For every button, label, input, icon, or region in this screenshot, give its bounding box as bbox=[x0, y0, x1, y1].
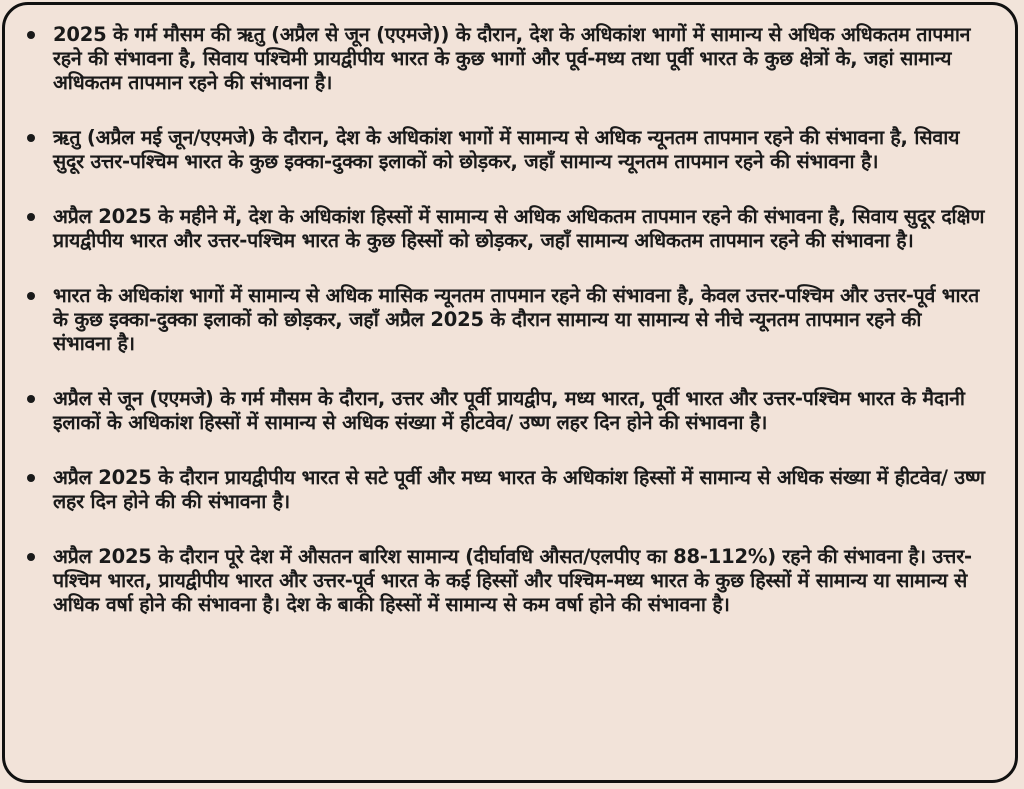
bullet-text: भारत के अधिकांश भागों में सामान्य से अधिक मासिक न्यूनतम तापमान रहने की संभावना है, केवल उत्तर-पश्चिम और उत्तर-पूर्व भारत के कुछ इक्का-दुक्का इलाकों को छोड़कर, जहाँ अप्रैल 2025 के दौरान सामान्य या सामान्य से नीचे न्यूनतम तापमान रहने की संभावना है। bbox=[53, 284, 979, 355]
bullet-icon bbox=[27, 134, 35, 142]
bullet-icon bbox=[27, 395, 35, 403]
list-item bbox=[23, 466, 985, 514]
bullet-text: ऋतु (अप्रैल मई जून/एएमजे) के दौरान, देश के अधिकांश भागों में सामान्य से अधिक न्यूनतम तापमान रहने की संभावना है, सिवाय सुदूर उत्तर-पश्चिम भारत के कुछ इक्का-दुक्का इलाकों को छोड़कर, जहाँ सामान्य न्यूनतम तापमान रहने की संभावना है। bbox=[53, 126, 960, 173]
list-item bbox=[23, 23, 985, 95]
list-item bbox=[23, 284, 985, 356]
bullet-icon bbox=[27, 213, 35, 221]
list-item bbox=[23, 126, 985, 174]
list-item bbox=[23, 387, 985, 435]
bullet-text: अप्रैल 2025 के दौरान प्रायद्वीपीय भारत से सटे पूर्वी और मध्य भारत के अधिकांश हिस्सों में सामान्य से अधिक संख्या में हीटवेव/ उष्ण लहर दिन होने की की संभावना है। bbox=[53, 466, 985, 513]
bullet-text: अप्रैल 2025 के महीने में, देश के अधिकांश हिस्सों में सामान्य से अधिक अधिकतम तापमान रहने की संभावना है, सिवाय सुदूर दक्षिण प्रायद्वीपीय भारत और उत्तर-पश्चिम भारत के कुछ हिस्सों को छोड़कर, जहाँ सामान्य अधिकतम तापमान रहने की संभावना है। bbox=[53, 205, 985, 252]
bullet-icon bbox=[27, 553, 35, 561]
bullet-icon bbox=[27, 292, 35, 300]
bullet-text: अप्रैल 2025 के दौरान पूरे देश में औसतन बारिश सामान्य (दीर्घावधि औसत/एलपीए का 88-112%) रहने की संभावना है। उत्तर-पश्चिम भारत, प्रायद्वीपीय भारत और उत्तर-पूर्व भारत के कई हिस्सों और पश्चिम-मध्य भारत के कुछ हिस्सों में सामान्य या सामान्य से अधिक वर्षा होने की संभावना है। देश के बाकी हिस्सों में सामान्य से कम वर्षा होने की संभावना है। bbox=[53, 545, 972, 616]
bullet-icon bbox=[27, 31, 35, 39]
bullet-text: अप्रैल से जून (एएमजे) के गर्म मौसम के दौरान, उत्तर और पूर्वी प्रायद्वीप, मध्य भारत, पूर्वी भारत और उत्तर-पश्चिम भारत के मैदानी इलाकों के अधिकांश हिस्सों में सामान्य से अधिक संख्या में हीटवेव/ उष्ण लहर दिन होने की संभावना है। bbox=[53, 387, 965, 434]
bullet-text: 2025 के गर्म मौसम की ऋतु (अप्रैल से जून (एएमजे)) के दौरान, देश के अधिकांश भागों में सामान्य से अधिक अधिकतम तापमान रहने की संभावना है, सिवाय पश्चिमी प्रायद्वीपीय भारत के कुछ भागों और पूर्व-मध्य तथा पूर्वी भारत के कुछ क्षेत्रों के, जहां सामान्य अधिकतम तापमान रहने की संभावना है। bbox=[53, 23, 971, 94]
forecast-summary-card bbox=[2, 2, 1018, 783]
forecast-bullet-list bbox=[23, 23, 985, 617]
list-item bbox=[23, 545, 985, 617]
bullet-icon bbox=[27, 474, 35, 482]
list-item bbox=[23, 205, 985, 253]
